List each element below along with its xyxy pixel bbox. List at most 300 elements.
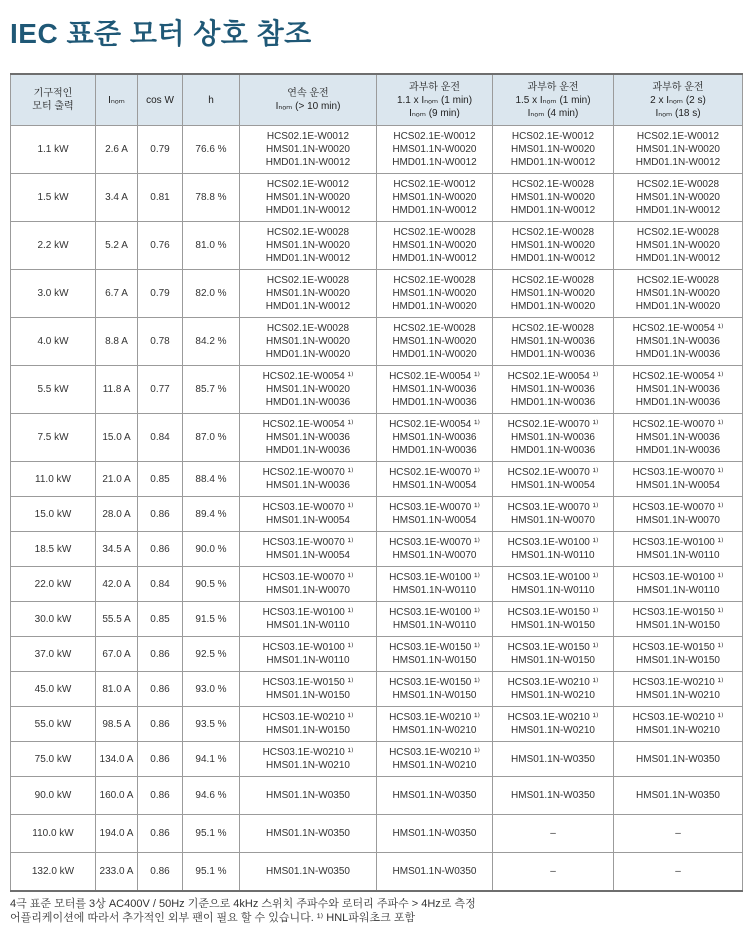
model-line: HCS03.1E-W0100 ¹⁾ <box>262 607 354 618</box>
model-line: HMS01.1N-W0210 <box>392 725 477 736</box>
power-cell <box>11 174 96 222</box>
table-row <box>11 318 743 366</box>
efficiency-cell <box>183 742 240 777</box>
model-cell-continuous <box>240 318 377 366</box>
model-line: 0.86 <box>150 508 170 520</box>
model-line: HMS01.1N-W0036 <box>636 432 720 443</box>
model-cell-overload-2x <box>614 126 743 174</box>
cos-phi-cell <box>138 126 183 174</box>
model-line: HCS03.1E-W0100 ¹⁾ <box>632 572 724 583</box>
header-line: 과부하 운전 <box>408 81 461 93</box>
header-line: h <box>208 94 214 106</box>
model-line: HCS02.1E-W0028 <box>636 227 720 238</box>
model-line: 22.0 kW <box>34 578 72 590</box>
model-line: HCS03.1E-W0150 ¹⁾ <box>632 607 724 618</box>
model-line: 3.0 kW <box>37 288 69 299</box>
model-line: 132.0 kW <box>31 866 75 877</box>
inom-cell <box>96 126 138 174</box>
model-line: HMS01.1N-W0350 <box>636 753 720 765</box>
inom-cell <box>96 270 138 318</box>
model-line: HMD01.1N-W0012 <box>635 157 721 168</box>
model-line: – <box>675 866 681 877</box>
model-line: HMS01.1N-W0036 <box>511 384 595 395</box>
model-line: HMS01.1N-W0036 <box>266 432 350 443</box>
model-line: HMD01.1N-W0036 <box>635 397 721 408</box>
model-line: 0.76 <box>150 240 170 251</box>
model-line: HMS01.1N-W0036 <box>636 384 720 395</box>
model-line: HCS03.1E-W0210 ¹⁾ <box>389 712 480 723</box>
model-line: HCS03.1E-W0070 ¹⁾ <box>632 502 724 513</box>
model-line: HCS02.1E-W0028 <box>393 227 476 238</box>
inom-cell <box>96 672 138 707</box>
model-cell-overload-1-1x <box>377 567 493 602</box>
efficiency-cell <box>183 567 240 602</box>
model-line: HMS01.1N-W0020 <box>636 288 720 299</box>
cos-phi-cell <box>138 174 183 222</box>
model-line: HMD01.1N-W0012 <box>265 301 351 312</box>
power-cell <box>11 318 96 366</box>
model-line: HMS01.1N-W0210 <box>392 760 477 771</box>
model-line: HMS01.1N-W0150 <box>266 725 350 736</box>
model-cell-overload-1-5x <box>493 414 614 462</box>
model-line: 95.1 % <box>195 828 227 839</box>
model-line: 7.5 kW <box>37 432 69 443</box>
model-line: HCS03.1E-W0210 ¹⁾ <box>507 712 599 723</box>
model-line: 0.86 <box>150 753 170 765</box>
header-line: 1.5 x Iₙₒₘ (1 min) <box>515 94 591 106</box>
model-line: HMS01.1N-W0070 <box>266 585 350 596</box>
model-line: 90.0 kW <box>34 790 72 801</box>
table-row <box>11 853 743 892</box>
model-line: HCS02.1E-W0054 ¹⁾ <box>632 323 724 334</box>
model-cell-overload-2x <box>614 853 743 892</box>
table-row <box>11 602 743 637</box>
cos-phi-cell <box>138 567 183 602</box>
model-line: HCS02.1E-W0028 <box>266 275 350 286</box>
model-cell-overload-2x <box>614 318 743 366</box>
model-line: HCS02.1E-W0028 <box>636 179 720 190</box>
model-line: 4.0 kW <box>37 336 69 347</box>
model-line: 93.5 % <box>195 718 227 730</box>
model-line: HMS01.1N-W0210 <box>636 725 720 736</box>
model-line: – <box>550 828 556 839</box>
model-cell-overload-1-1x <box>377 414 493 462</box>
model-cell-overload-1-5x <box>493 270 614 318</box>
model-line: HCS02.1E-W0012 <box>393 131 476 142</box>
model-cell-overload-1-5x <box>493 497 614 532</box>
model-line: HCS02.1E-W0054 ¹⁾ <box>389 371 480 382</box>
model-cell-overload-1-5x <box>493 672 614 707</box>
model-line: HCS02.1E-W0028 <box>511 323 595 334</box>
model-cell-overload-2x <box>614 532 743 567</box>
model-line: HCS03.1E-W0100 ¹⁾ <box>632 537 724 548</box>
model-cell-overload-2x <box>614 497 743 532</box>
model-line: 160.0 A <box>99 790 134 801</box>
model-cell-overload-1-5x <box>493 602 614 637</box>
power-cell <box>11 815 96 853</box>
model-line: HCS02.1E-W0070 ¹⁾ <box>507 467 599 478</box>
model-line: HMS01.1N-W0110 <box>511 585 595 596</box>
model-line: HMS01.1N-W0110 <box>636 550 720 561</box>
table-row <box>11 742 743 777</box>
model-line: HMS01.1N-W0150 <box>636 655 720 666</box>
model-cell-continuous <box>240 174 377 222</box>
model-line: HCS03.1E-W0100 ¹⁾ <box>389 572 480 583</box>
model-line: HMS01.1N-W0350 <box>511 753 595 765</box>
model-line: 21.0 A <box>102 473 131 485</box>
model-line: HMS01.1N-W0110 <box>266 620 350 631</box>
model-line: HMS01.1N-W0150 <box>511 620 595 631</box>
model-line: HMD01.1N-W0036 <box>635 445 721 456</box>
model-line: HCS03.1E-W0070 ¹⁾ <box>507 502 599 513</box>
model-line: 84.2 % <box>195 336 227 347</box>
model-line: HMS01.1N-W0020 <box>511 240 595 251</box>
model-line: 0.85 <box>150 613 170 625</box>
model-line: 0.86 <box>150 828 170 839</box>
power-cell <box>11 497 96 532</box>
model-cell-overload-2x <box>614 637 743 672</box>
model-line: HMS01.1N-W0150 <box>266 690 350 701</box>
model-line: HMS01.1N-W0020 <box>392 288 477 299</box>
model-line: HMD01.1N-W0020 <box>392 349 477 360</box>
model-line: HCS03.1E-W0210 ¹⁾ <box>632 712 724 723</box>
model-line: HCS03.1E-W0070 ¹⁾ <box>632 467 724 478</box>
model-cell-overload-2x <box>614 742 743 777</box>
model-cell-overload-2x <box>614 567 743 602</box>
model-cell-continuous <box>240 270 377 318</box>
model-cell-overload-1-1x <box>377 318 493 366</box>
model-line: HMS01.1N-W0210 <box>511 690 595 701</box>
model-line: 94.6 % <box>195 790 227 801</box>
efficiency-cell <box>183 532 240 567</box>
model-line: 18.5 kW <box>34 543 72 555</box>
model-line: HMS01.1N-W0054 <box>392 480 477 491</box>
header-line: 기구적인 <box>33 88 73 99</box>
model-line: HMD01.1N-W0012 <box>392 157 477 168</box>
model-line: 1.5 kW <box>37 192 69 203</box>
model-line: HMD01.1N-W0036 <box>510 349 596 360</box>
model-cell-overload-1-5x <box>493 707 614 742</box>
table-row <box>11 567 743 602</box>
model-cell-continuous <box>240 222 377 270</box>
model-line: HCS03.1E-W0210 ¹⁾ <box>262 747 354 758</box>
model-cell-overload-1-1x <box>377 853 493 892</box>
model-line: HMD01.1N-W0012 <box>510 157 596 168</box>
model-line: HMS01.1N-W0110 <box>392 585 477 596</box>
model-line: 0.84 <box>150 432 170 443</box>
efficiency-cell <box>183 222 240 270</box>
model-cell-overload-2x <box>614 174 743 222</box>
table-header-row <box>11 74 743 126</box>
model-line: 91.5 % <box>195 613 227 625</box>
model-line: HMS01.1N-W0020 <box>636 144 720 155</box>
model-cell-continuous <box>240 567 377 602</box>
inom-cell <box>96 462 138 497</box>
model-line: HCS02.1E-W0070 ¹⁾ <box>507 419 599 430</box>
header-overload-2x <box>614 74 743 126</box>
power-cell <box>11 532 96 567</box>
model-line: HMS01.1N-W0350 <box>636 790 720 801</box>
model-line: HMS01.1N-W0350 <box>392 828 477 839</box>
model-cell-overload-2x <box>614 462 743 497</box>
model-line: HCS02.1E-W0028 <box>511 227 595 238</box>
cos-phi-cell <box>138 815 183 853</box>
model-cell-continuous <box>240 777 377 815</box>
model-line: HMS01.1N-W0036 <box>636 336 720 347</box>
model-cell-overload-1-1x <box>377 497 493 532</box>
efficiency-cell <box>183 853 240 892</box>
model-line: 8.8 A <box>105 336 128 347</box>
inom-cell <box>96 637 138 672</box>
model-line: HMS01.1N-W0020 <box>511 144 595 155</box>
model-cell-overload-2x <box>614 222 743 270</box>
model-line: HMD01.1N-W0012 <box>635 253 721 264</box>
model-line: HMD01.1N-W0020 <box>392 301 477 312</box>
model-line: HCS02.1E-W0070 ¹⁾ <box>262 467 354 478</box>
model-line: HMS01.1N-W0020 <box>636 240 720 251</box>
model-line: HCS03.1E-W0100 ¹⁾ <box>262 642 354 653</box>
header-line: 2 x Iₙₒₘ (2 s) <box>650 94 706 106</box>
model-cell-overload-1-5x <box>493 366 614 414</box>
inom-cell <box>96 497 138 532</box>
table-row <box>11 174 743 222</box>
model-line: HMS01.1N-W0036 <box>392 432 477 443</box>
model-line: 81.0 A <box>102 683 131 695</box>
inom-cell <box>96 318 138 366</box>
model-line: 94.1 % <box>195 753 227 765</box>
model-line: HCS03.1E-W0100 ¹⁾ <box>389 607 480 618</box>
efficiency-cell <box>183 707 240 742</box>
model-line: HMD01.1N-W0012 <box>510 253 596 264</box>
model-line: HMD01.1N-W0036 <box>635 349 721 360</box>
model-line: HCS03.1E-W0150 ¹⁾ <box>632 642 724 653</box>
model-line: HMS01.1N-W0020 <box>266 336 350 347</box>
model-cell-overload-1-5x <box>493 532 614 567</box>
model-line: 0.86 <box>150 790 170 801</box>
footnotes <box>10 897 742 925</box>
model-line: HMS01.1N-W0020 <box>511 192 595 203</box>
header-line: 과부하 운전 <box>527 81 579 93</box>
model-line: HMD01.1N-W0036 <box>510 397 596 408</box>
model-cell-continuous <box>240 707 377 742</box>
header-inom <box>96 74 138 126</box>
model-line: 76.6 % <box>195 144 227 155</box>
model-line: HMD01.1N-W0020 <box>510 301 596 312</box>
power-cell <box>11 777 96 815</box>
model-line: – <box>550 866 556 877</box>
model-cell-overload-1-5x <box>493 318 614 366</box>
model-line: HCS02.1E-W0028 <box>511 275 595 286</box>
cos-phi-cell <box>138 777 183 815</box>
model-line: 0.86 <box>150 718 170 730</box>
model-cell-overload-1-1x <box>377 270 493 318</box>
model-line: 0.86 <box>150 648 170 660</box>
model-line: HMD01.1N-W0012 <box>265 205 351 216</box>
model-line: HMS01.1N-W0350 <box>266 828 350 839</box>
model-cell-overload-1-5x <box>493 462 614 497</box>
model-line: 89.4 % <box>195 508 227 520</box>
model-cell-continuous <box>240 815 377 853</box>
power-cell <box>11 126 96 174</box>
model-line: 90.0 % <box>195 543 227 555</box>
footnote-fan-choke: 어플리케이션에 따라서 추가적인 외부 팬이 필요 할 수 있습니다. ¹⁾ HNL파워초크 포함 <box>10 912 416 924</box>
power-cell <box>11 742 96 777</box>
model-line: HMD01.1N-W0012 <box>392 205 477 216</box>
model-line: 92.5 % <box>195 648 227 660</box>
model-line: 93.0 % <box>195 683 227 695</box>
model-line: HMS01.1N-W0350 <box>392 790 477 801</box>
model-line: HMD01.1N-W0036 <box>392 445 477 456</box>
model-line: – <box>675 828 681 839</box>
model-cell-overload-2x <box>614 672 743 707</box>
cos-phi-cell <box>138 497 183 532</box>
model-cell-continuous <box>240 853 377 892</box>
model-line: HCS02.1E-W0054 ¹⁾ <box>389 419 480 430</box>
power-cell <box>11 707 96 742</box>
cos-phi-cell <box>138 672 183 707</box>
model-line: HMD01.1N-W0012 <box>265 253 351 264</box>
model-cell-overload-1-1x <box>377 777 493 815</box>
power-cell <box>11 567 96 602</box>
table-row <box>11 222 743 270</box>
header-efficiency <box>183 74 240 126</box>
power-cell <box>11 366 96 414</box>
model-line: HCS02.1E-W0054 ¹⁾ <box>262 419 354 430</box>
inom-cell <box>96 742 138 777</box>
model-cell-overload-1-1x <box>377 707 493 742</box>
model-line: HMS01.1N-W0020 <box>266 144 350 155</box>
page-title: IEC 표준 모터 상호 참조 <box>10 18 312 49</box>
header-line: cos W <box>146 94 174 106</box>
model-line: HMS01.1N-W0150 <box>392 690 477 701</box>
model-line: HCS03.1E-W0210 ¹⁾ <box>389 747 480 758</box>
model-line: HMS01.1N-W0036 <box>392 384 477 395</box>
header-continuous-operation <box>240 74 377 126</box>
model-cell-overload-1-5x <box>493 777 614 815</box>
model-line: HCS02.1E-W0028 <box>266 227 350 238</box>
efficiency-cell <box>183 777 240 815</box>
cos-phi-cell <box>138 602 183 637</box>
model-line: HMS01.1N-W0150 <box>636 620 720 631</box>
model-line: HCS03.1E-W0100 ¹⁾ <box>507 537 599 548</box>
model-cell-overload-1-5x <box>493 815 614 853</box>
model-line: 134.0 A <box>99 753 134 765</box>
cos-phi-cell <box>138 853 183 892</box>
model-line: HCS03.1E-W0070 ¹⁾ <box>262 502 354 513</box>
model-cell-overload-1-5x <box>493 174 614 222</box>
cos-phi-cell <box>138 532 183 567</box>
model-line: HCS02.1E-W0028 <box>393 275 476 286</box>
model-line: HMS01.1N-W0020 <box>266 240 350 251</box>
model-cell-continuous <box>240 126 377 174</box>
efficiency-cell <box>183 815 240 853</box>
motor-cross-reference-table <box>10 73 743 892</box>
model-line: HMS01.1N-W0054 <box>266 550 350 561</box>
inom-cell <box>96 777 138 815</box>
model-cell-overload-1-1x <box>377 222 493 270</box>
model-cell-continuous <box>240 637 377 672</box>
header-motor-output <box>11 74 96 126</box>
header-line: Iₙₒₘ (9 min) <box>409 107 460 119</box>
inom-cell <box>96 222 138 270</box>
model-line: HCS03.1E-W0070 ¹⁾ <box>389 537 480 548</box>
table-row <box>11 126 743 174</box>
model-cell-overload-1-1x <box>377 602 493 637</box>
inom-cell <box>96 567 138 602</box>
model-line: HMS01.1N-W0150 <box>392 655 477 666</box>
model-line: HMS01.1N-W0110 <box>266 655 350 666</box>
model-line: HCS03.1E-W0150 ¹⁾ <box>507 642 599 653</box>
model-line: 67.0 A <box>102 648 131 660</box>
model-line: HCS03.1E-W0150 ¹⁾ <box>389 642 480 653</box>
model-cell-overload-1-1x <box>377 462 493 497</box>
model-line: HMD01.1N-W0036 <box>265 397 351 408</box>
power-cell <box>11 672 96 707</box>
model-line: HMS01.1N-W0070 <box>511 515 595 526</box>
model-cell-overload-1-5x <box>493 222 614 270</box>
table-row <box>11 707 743 742</box>
model-cell-overload-1-1x <box>377 815 493 853</box>
model-line: 0.77 <box>150 384 170 395</box>
model-line: 85.7 % <box>195 384 227 395</box>
table-row <box>11 497 743 532</box>
model-line: HCS03.1E-W0150 ¹⁾ <box>389 677 480 688</box>
model-line: HMS01.1N-W0020 <box>392 144 477 155</box>
model-line: HCS03.1E-W0210 ¹⁾ <box>507 677 599 688</box>
model-cell-overload-1-1x <box>377 742 493 777</box>
model-line: HCS02.1E-W0012 <box>636 131 720 142</box>
model-cell-overload-1-1x <box>377 126 493 174</box>
cos-phi-cell <box>138 366 183 414</box>
model-line: HMS01.1N-W0020 <box>511 288 595 299</box>
model-cell-overload-1-1x <box>377 366 493 414</box>
model-line: HCS02.1E-W0054 ¹⁾ <box>262 371 354 382</box>
model-cell-overload-2x <box>614 414 743 462</box>
model-line: HCS02.1E-W0070 ¹⁾ <box>389 467 480 478</box>
model-line: HMD01.1N-W0012 <box>392 253 477 264</box>
model-cell-overload-2x <box>614 707 743 742</box>
model-line: 0.81 <box>150 192 170 203</box>
model-line: HCS03.1E-W0210 ¹⁾ <box>632 677 724 688</box>
model-cell-overload-1-5x <box>493 126 614 174</box>
efficiency-cell <box>183 637 240 672</box>
model-line: 2.2 kW <box>37 240 69 251</box>
model-line: HMS01.1N-W0020 <box>636 192 720 203</box>
model-line: HMS01.1N-W0020 <box>266 288 350 299</box>
model-cell-overload-1-1x <box>377 672 493 707</box>
model-cell-overload-1-1x <box>377 532 493 567</box>
model-line: HMS01.1N-W0110 <box>511 550 595 561</box>
cos-phi-cell <box>138 270 183 318</box>
model-line: 90.5 % <box>195 578 227 590</box>
efficiency-cell <box>183 497 240 532</box>
header-line: Iₙₒₘ (4 min) <box>527 107 579 119</box>
cos-phi-cell <box>138 318 183 366</box>
inom-cell <box>96 853 138 892</box>
model-line: 55.5 A <box>102 613 131 625</box>
model-cell-continuous <box>240 672 377 707</box>
model-line: 95.1 % <box>195 866 227 877</box>
model-line: HMS01.1N-W0020 <box>392 240 477 251</box>
model-line: HMD01.1N-W0012 <box>510 205 596 216</box>
model-line: HMS01.1N-W0350 <box>266 866 350 877</box>
model-cell-continuous <box>240 742 377 777</box>
model-line: HCS02.1E-W0012 <box>511 131 595 142</box>
inom-cell <box>96 366 138 414</box>
model-line: HCS03.1E-W0210 ¹⁾ <box>262 712 354 723</box>
model-line: 81.0 % <box>195 240 227 251</box>
model-cell-overload-1-1x <box>377 637 493 672</box>
